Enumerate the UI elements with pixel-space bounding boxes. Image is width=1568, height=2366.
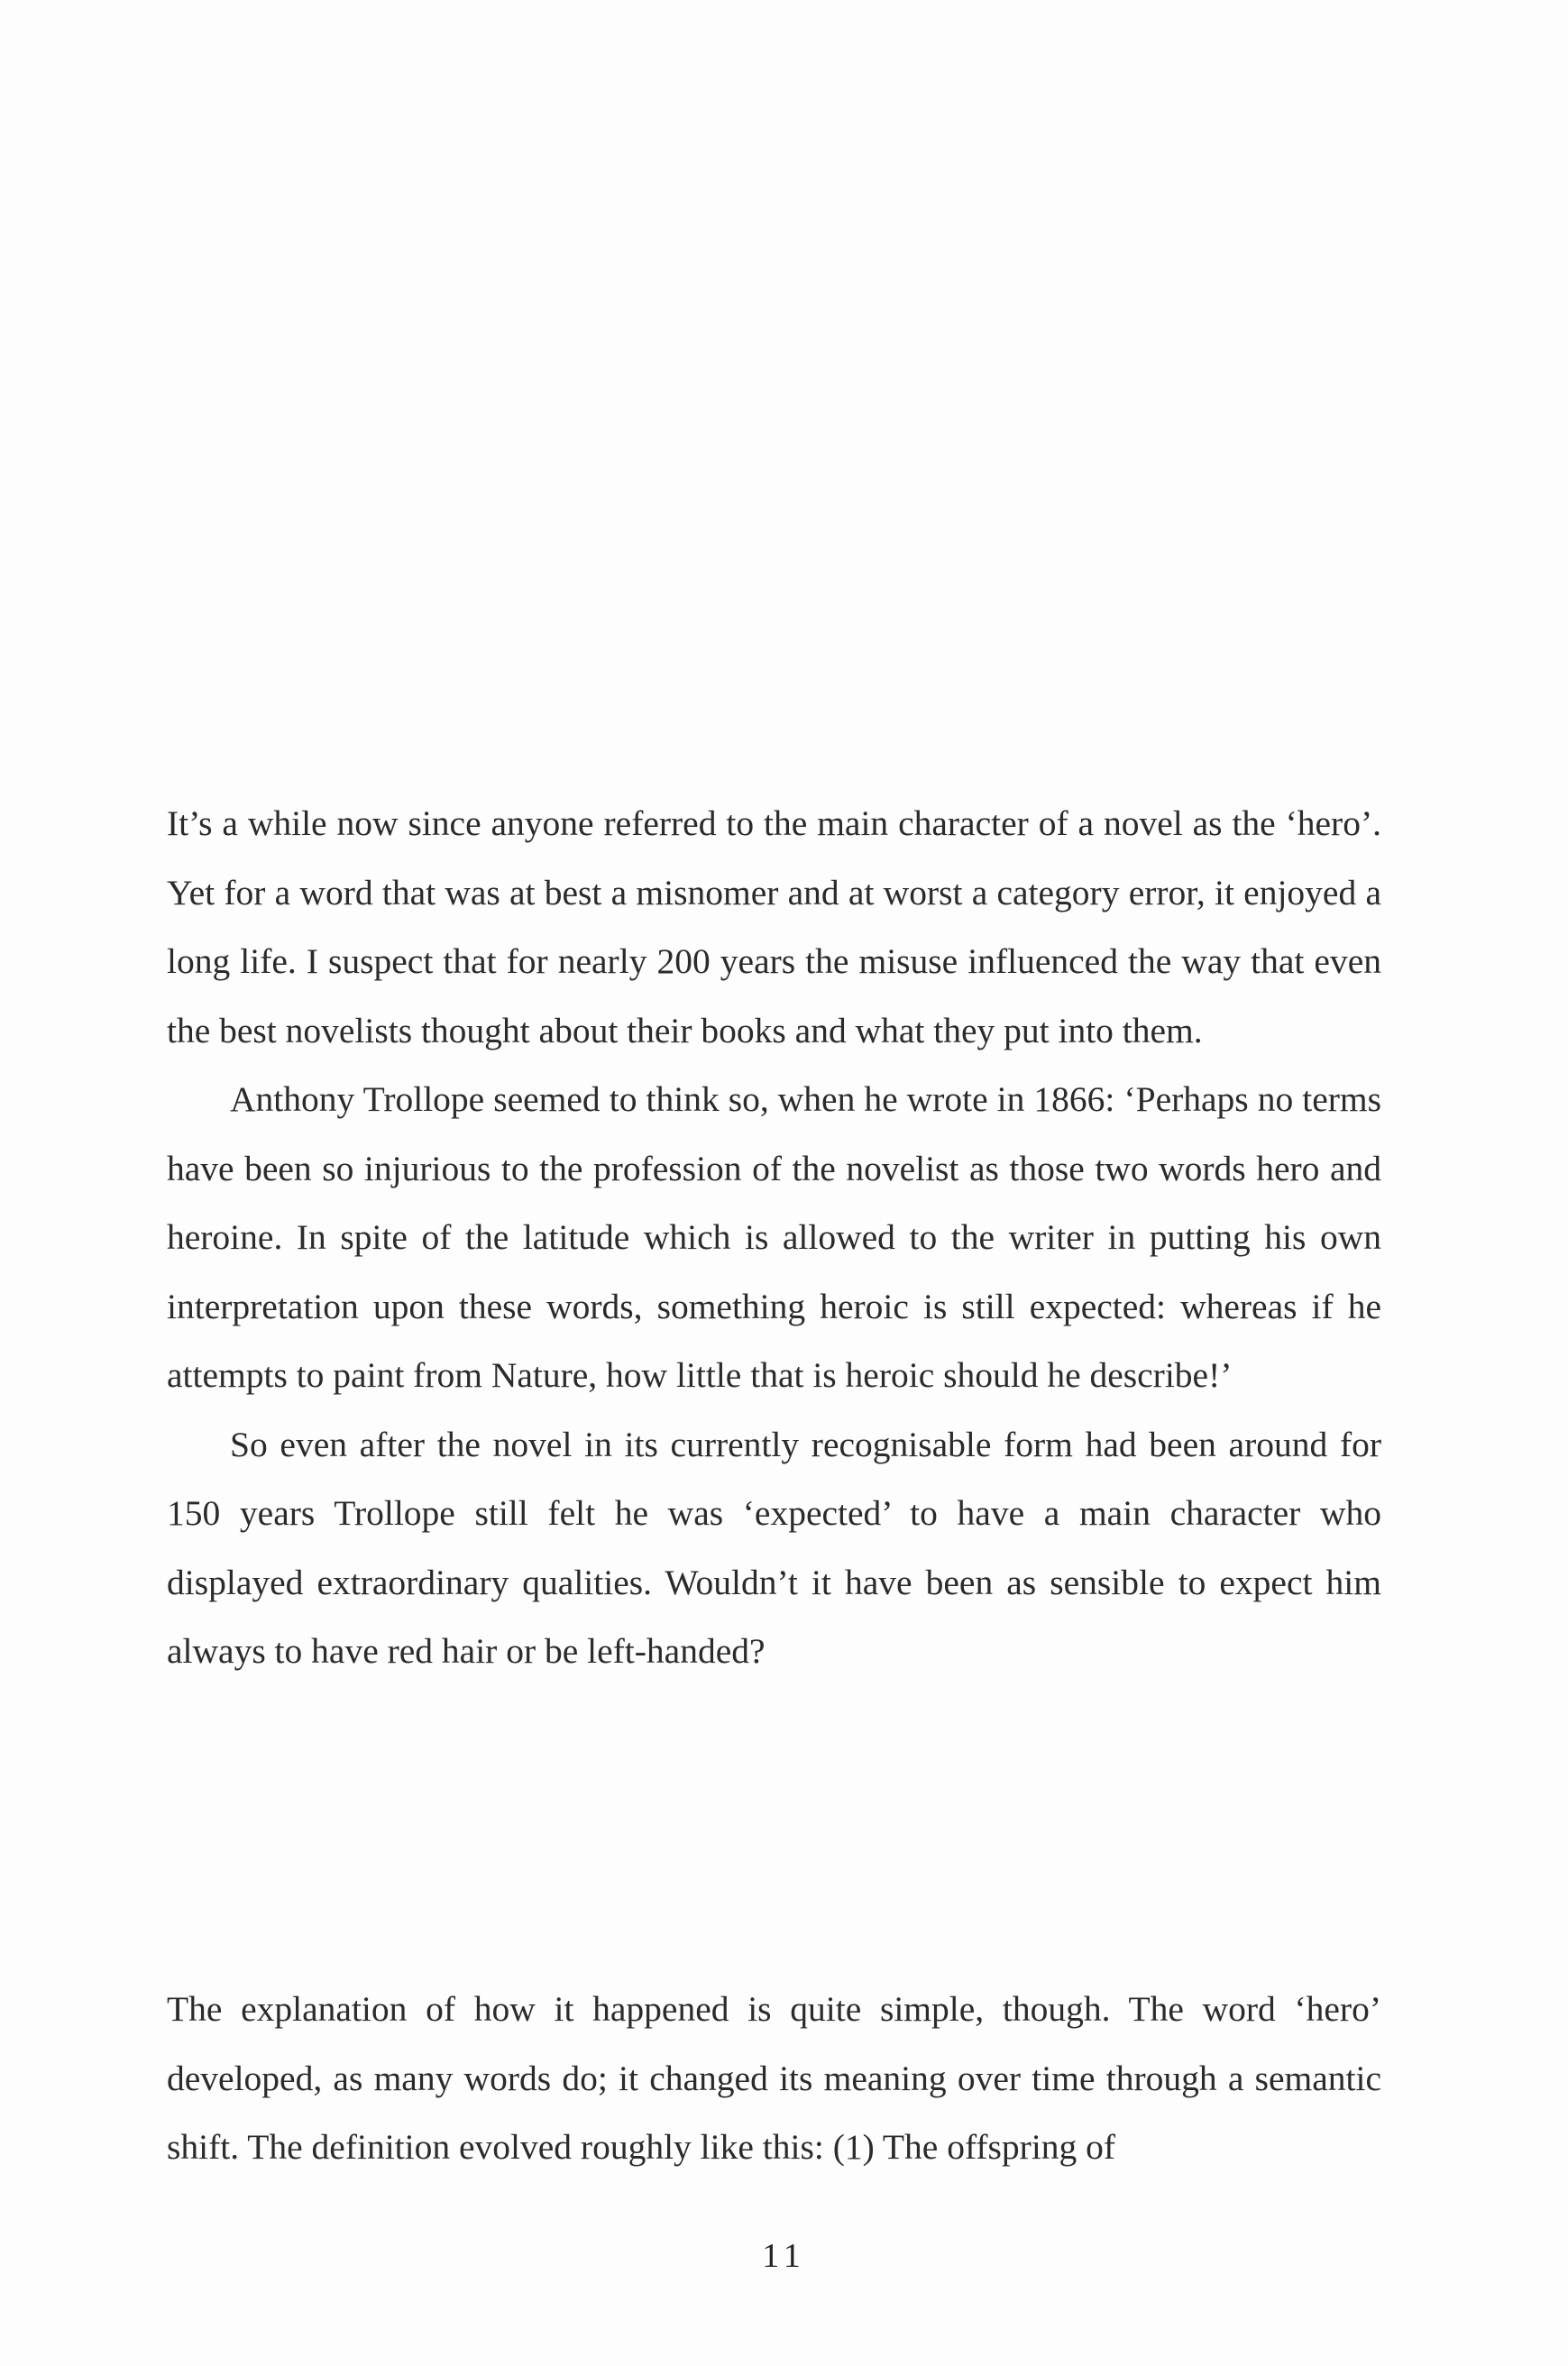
paragraph-expected-qualities: So even after the novel in its currently recognisable form had been around for 150 years Trollope still felt he was ‘expected’ to have a main character who displayed extraordinary qualities. Wouldn’t it have been as sensible to expect him always to have red hair or be left-handed? [167, 1424, 1381, 1671]
paragraph-semantic-shift: The explanation of how it happened is quite simple, though. The word ‘hero’ developed, as many words do; it changed its meaning over time through a semantic shift. The definition evolved roughly like this: (1) The offspring of [167, 1989, 1381, 2167]
text-section-two [167, 1975, 1381, 2182]
paragraph-trollope-quote: Anthony Trollope seemed to think so, when he wrote in 1866: ‘Perhaps no terms have been so injurious to the profession of the novelist as those two words hero and heroine. In spite of the latitude which is allowed to the writer in putting his own interpretation upon these words, something heroic is still expected: whereas if he attempts to paint from Nature, how little that is heroic should he describe!’ [167, 1079, 1381, 1395]
text-section-one [167, 789, 1381, 1686]
page-number: 11 [762, 2237, 806, 2275]
paragraph-hero-term: It’s a while now since anyone referred to the main character of a novel as the ‘hero’. Yet for a word that was at best a misnomer and at worst a category error, it enjoyed a long life. I suspect that for nearly 200 years the misuse influenced the way that even the best novelists thought about their books and what they put into them. [167, 803, 1381, 1050]
